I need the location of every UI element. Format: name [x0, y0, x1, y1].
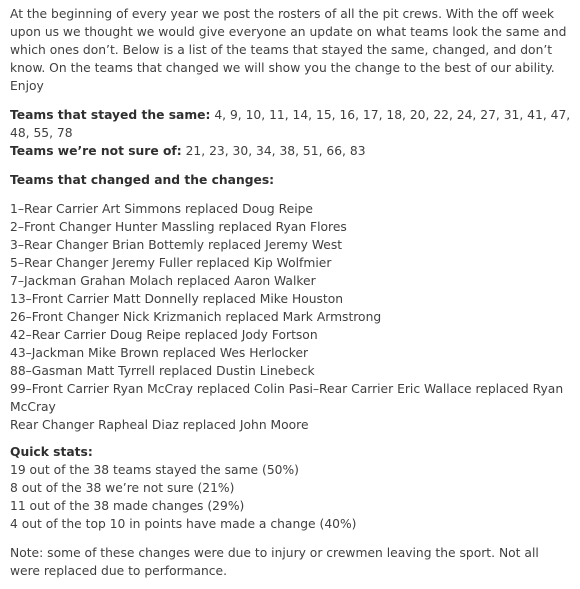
list-item: 13–Front Carrier Matt Donnelly replaced Mike Houston — [10, 292, 344, 306]
stat-item: 8 out of the 38 we’re not sure (21%) — [10, 481, 235, 495]
stat-item: 4 out of the top 10 in points have made a change (40%) — [10, 517, 357, 531]
unsure-teams-value: 21, 23, 30, 34, 38, 51, 66, 83 — [181, 144, 366, 158]
list-item: 2–Front Changer Hunter Massling replaced Ryan Flores — [10, 220, 347, 234]
list-item: 43–Jackman Mike Brown replaced Wes Herlocker — [10, 346, 309, 360]
list-item: 7–Jackman Grahan Molach replaced Aaron Walker — [10, 274, 316, 288]
list-item: 5–Rear Changer Jeremy Fuller replaced Kip Wolfmier — [10, 256, 332, 270]
list-item: 1–Rear Carrier Art Simmons replaced Doug Reipe — [10, 202, 313, 216]
same-teams-value: 4, 9, 10, 11, 14, 15, 16, 17, 18, 20, 22, 24, 27, 31, 41, 47, 48, 55, 78 — [10, 108, 571, 140]
list-item: 88–Gasman Matt Tyrrell replaced Dustin Linebeck — [10, 364, 315, 378]
unsure-teams-line — [10, 142, 572, 160]
stat-item: 19 out of the 38 teams stayed the same (50%) — [10, 463, 299, 477]
unsure-teams-label: Teams we’re not sure of: — [10, 144, 182, 158]
list-item: Rear Changer Rapheal Diaz replaced John Moore — [10, 418, 309, 432]
same-teams-line — [10, 106, 572, 142]
list-item: 42–Rear Carrier Doug Reipe replaced Jody Fortson — [10, 328, 318, 342]
article-body — [10, 5, 572, 580]
note-paragraph: Note: some of these changes were due to injury or crewmen leaving the sport. Not all were replaced due to performance. — [10, 546, 539, 578]
changes-heading-text: Teams that changed and the changes: — [10, 173, 275, 187]
changes-heading — [10, 171, 572, 189]
stats-list — [10, 461, 572, 533]
list-item: 99–Front Carrier Ryan McCray replaced Colin Pasi–Rear Carrier Eric Wallace replaced Ryan McCray — [10, 382, 564, 414]
list-item: 26–Front Changer Nick Krizmanich replaced Mark Armstrong — [10, 310, 382, 324]
list-item: 3–Rear Changer Brian Bottemly replaced Jeremy West — [10, 238, 343, 252]
stats-heading — [10, 443, 572, 461]
changes-list — [10, 200, 572, 434]
stats-heading-text: Quick stats: — [10, 445, 93, 459]
intro-paragraph: At the beginning of every year we post the rosters of all the pit crews. With the off week upon us we thought we would give everyone an update on what teams look the same and which ones don’t. Below is a list of the teams that stayed the same, changed, and don’t know. On the teams that changed we will show you the change to the best of our ability. Enjoy — [10, 7, 567, 93]
same-teams-label: Teams that stayed the same: — [10, 108, 211, 122]
stat-item: 11 out of the 38 made changes (29%) — [10, 499, 245, 513]
